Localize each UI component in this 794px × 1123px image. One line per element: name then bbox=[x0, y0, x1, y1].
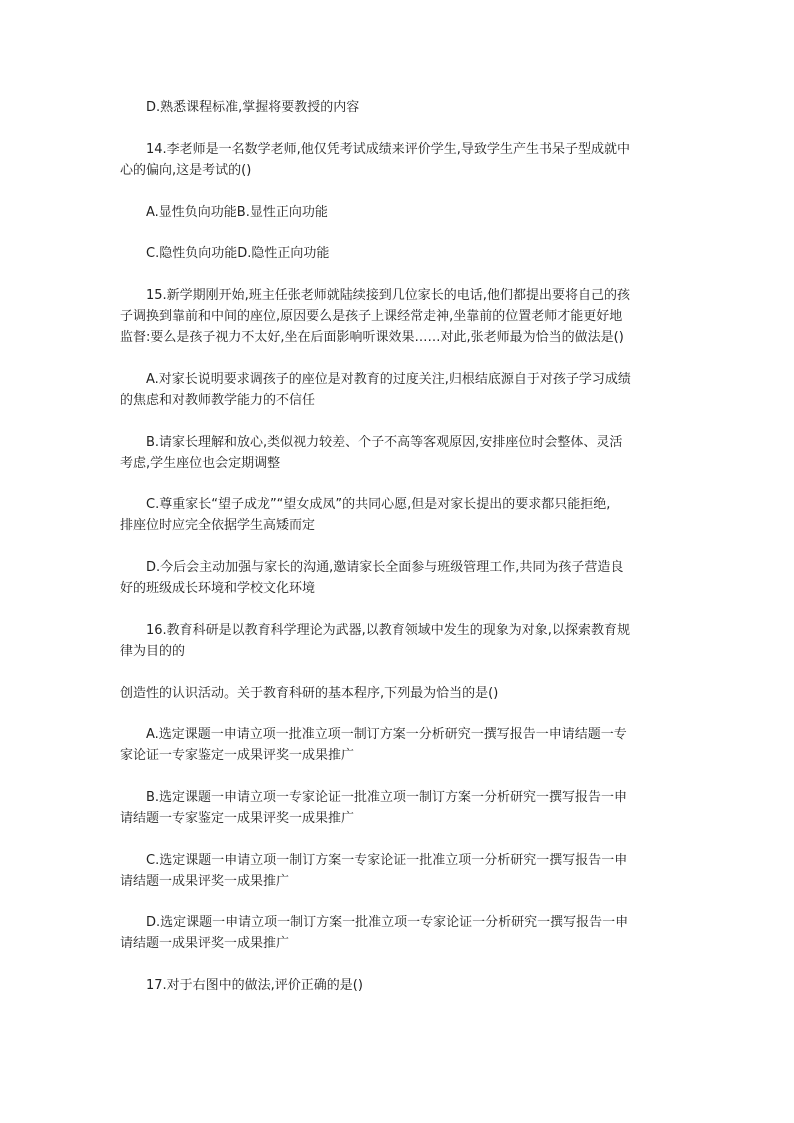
question-16-line-1: 16.教育科研是以教育科学理论为武器,以教育领域中发生的现象为对象,以探索教育规 bbox=[146, 623, 630, 638]
question-17-line-1: 17.对于右图中的做法,评价正确的是() bbox=[146, 978, 363, 993]
option-b-q15-line-2: 考虑,学生座位也会定期调整 bbox=[120, 456, 281, 471]
option-a-q16-line-1: A.选定课题一申请立项一批准立项一制订方案一分析研究一撰写报告一申请结题一专 bbox=[146, 727, 627, 742]
option-d-q16-line-1: D.选定课题一申请立项一制订方案一批准立项一专家论证一分析研究一撰写报告一申 bbox=[146, 915, 629, 930]
question-15-line-1: 15.新学期刚开始,班主任张老师就陆续接到几位家长的电话,他们都提出要将自己的孩 bbox=[146, 288, 630, 303]
question-16-line-2: 律为目的的 bbox=[120, 644, 186, 659]
option-ab-q14: A.显性负向功能B.显性正向功能 bbox=[146, 205, 328, 220]
question-14-line-2: 心的偏向,这是考试的() bbox=[120, 163, 252, 178]
option-d-q13: D.熟悉课程标准,掌握将要教授的内容 bbox=[146, 100, 360, 115]
option-d-q15-line-1: D.今后会主动加强与家长的沟通,邀请家长全面参与班级管理工作,共同为孩子营造良 bbox=[146, 560, 624, 575]
option-a-q15-line-2: 的焦虑和对教师教学能力的不信任 bbox=[120, 393, 316, 408]
option-d-q16-line-2: 请结题一成果评奖一成果推广 bbox=[120, 936, 290, 951]
question-15-line-3: 监督:要么是孩子视力不太好,坐在后面影响听课效果……对此,张老师最为恰当的做法是() bbox=[120, 330, 624, 345]
option-cd-q14: C.隐性负向功能D.隐性正向功能 bbox=[146, 246, 330, 261]
option-c-q16-line-1: C.选定课题一申请立项一制订方案一专家论证一批准立项一分析研究一撰写报告一申 bbox=[146, 853, 628, 868]
option-c-q15-line-1: C.尊重家长“望子成龙”“望女成凤”的共同心愿,但是对家长提出的要求都只能拒绝, bbox=[146, 497, 611, 512]
option-d-q15-line-2: 好的班级成长环境和学校文化环境 bbox=[120, 581, 316, 596]
option-b-q15-line-1: B.请家长理解和放心,类似视力较差、个子不高等客观原因,安排座位时会整体、灵活 bbox=[146, 435, 623, 450]
question-14-line-1: 14.李老师是一名数学老师,他仅凭考试成绩来评价学生,导致学生产生书呆子型成就中 bbox=[146, 142, 630, 157]
option-b-q16-line-1: B.选定课题一申请立项一专家论证一批准立项一制订方案一分析研究一撰写报告一申 bbox=[146, 790, 628, 805]
option-c-q16-line-2: 请结题一成果评奖一成果推广 bbox=[120, 874, 290, 889]
question-16-line-3: 创造性的认识活动。关于教育科研的基本程序,下列最为恰当的是() bbox=[120, 686, 499, 701]
option-c-q15-line-2: 排座位时应完全依据学生高矮而定 bbox=[120, 518, 316, 533]
option-a-q16-line-2: 家论证一专家鉴定一成果评奖一成果推广 bbox=[120, 748, 355, 763]
question-15-line-2: 子调换到靠前和中间的座位,原因要么是孩子上课经常走神,坐靠前的位置老师才能更好地 bbox=[120, 309, 623, 324]
option-b-q16-line-2: 请结题一专家鉴定一成果评奖一成果推广 bbox=[120, 811, 355, 826]
option-a-q15-line-1: A.对家长说明要求调孩子的座位是对教育的过度关注,归根结底源自于对孩子学习成绩 bbox=[146, 372, 631, 387]
